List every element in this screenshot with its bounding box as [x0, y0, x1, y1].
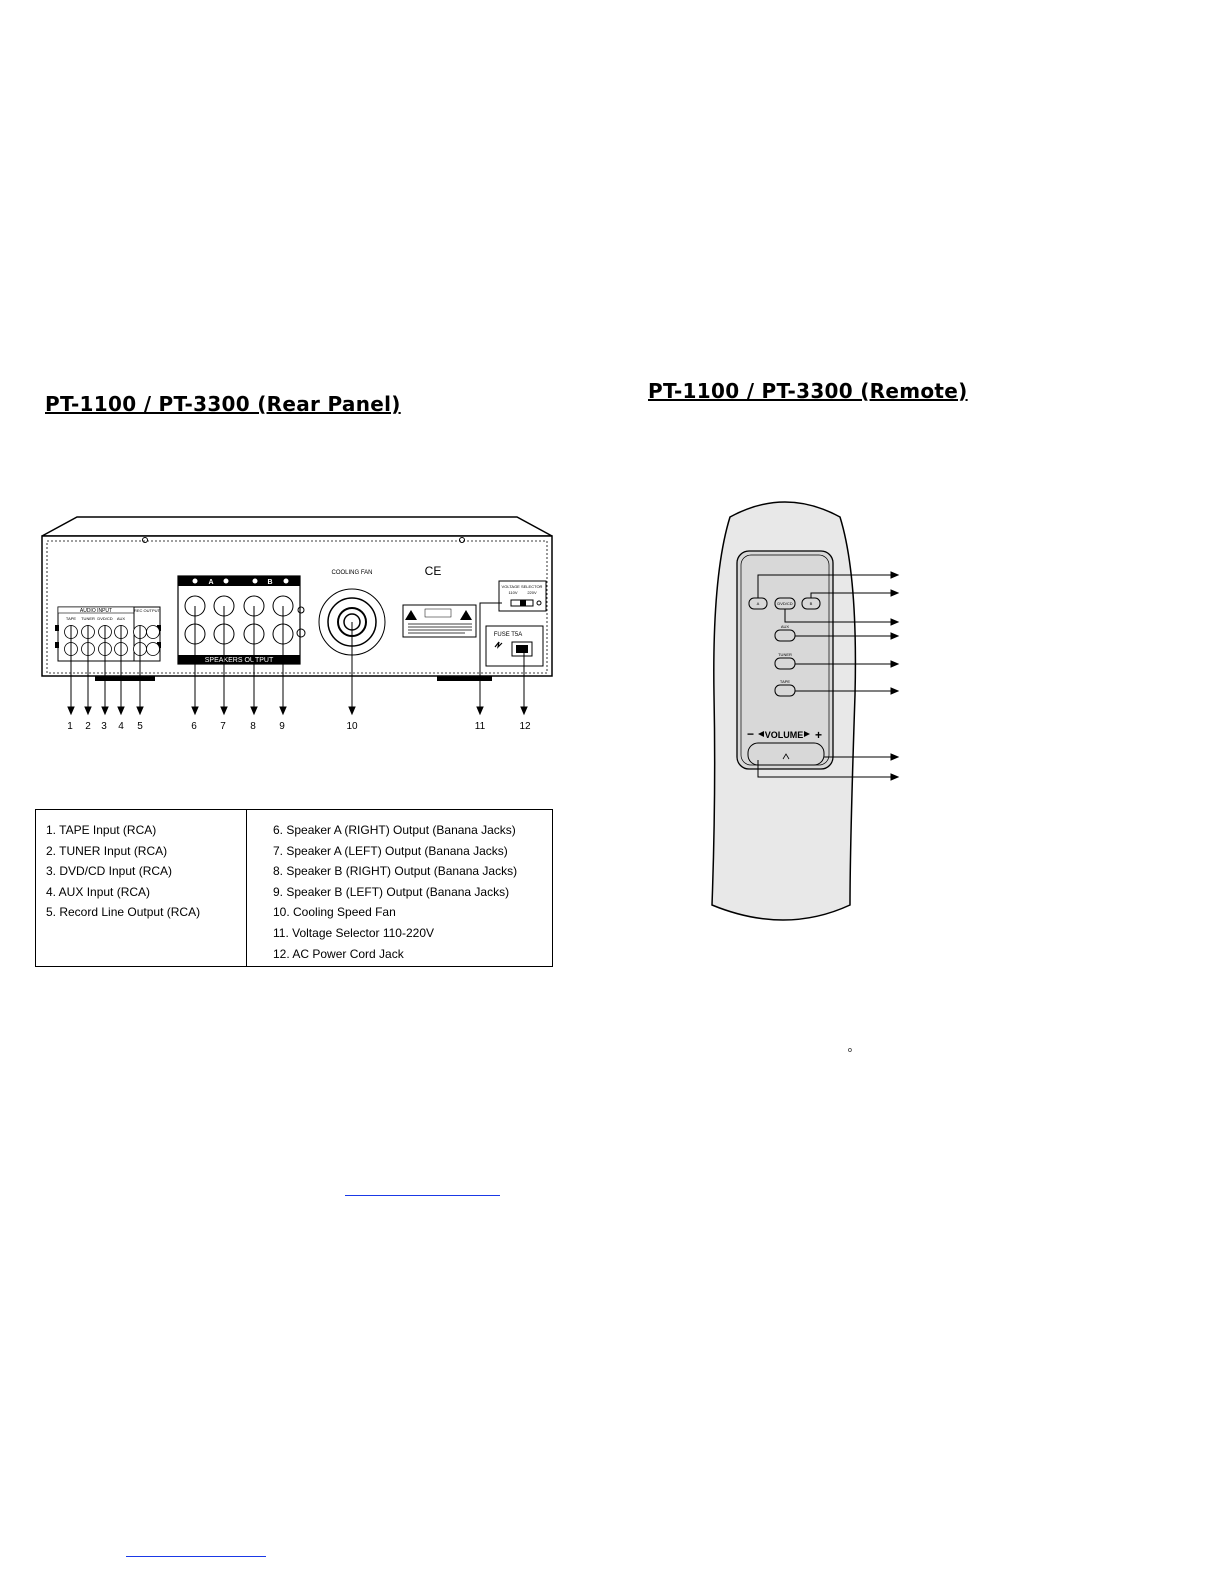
legend-item: 2. TUNER Input (RCA) — [46, 843, 168, 858]
callout-1: 1 — [67, 721, 73, 732]
callout-6: 6 — [191, 721, 197, 732]
legend-item: 4. AUX Input (RCA) — [46, 884, 151, 899]
legend-left-column — [46, 820, 200, 923]
voltage-selector-label: VOLTAGE SELECTOR — [501, 584, 543, 589]
rec-output-label: REC OUTPUT — [134, 608, 160, 613]
cooling-fan-label: COOLING FAN — [331, 570, 373, 576]
legend-divider — [246, 810, 247, 966]
callout-2: 2 — [85, 721, 91, 732]
warning-label — [403, 605, 476, 637]
ce-mark: CE — [424, 564, 442, 578]
legend-item: 11. Voltage Selector 110-220V — [273, 925, 435, 940]
callout-12: 12 — [519, 721, 531, 732]
tape-label: TAPE — [65, 616, 77, 621]
callout-8: 8 — [250, 721, 256, 732]
remote-tuner-label: TUNER — [778, 652, 792, 657]
v110-label: 110V — [508, 590, 518, 595]
speakers-output-block — [178, 576, 300, 664]
aux-label: AUX — [116, 616, 126, 621]
legend-item: 7. Speaker A (LEFT) Output (Banana Jacks) — [273, 843, 508, 858]
remote-dvdcd-label: DVD/CD — [777, 601, 793, 606]
legend-item: 12. AC Power Cord Jack — [273, 946, 404, 961]
callout-5: 5 — [137, 721, 143, 732]
audio-input-label: AUDIO INPUT — [79, 608, 113, 614]
remote-vol-plus: + — [815, 728, 823, 742]
dvdcd-label: DVD/CD — [97, 616, 113, 621]
remote-volume-label: VOLUME — [764, 730, 804, 740]
rear-panel-title: PT-1100 / PT-3300 (Rear Panel) — [45, 392, 401, 416]
tuner-label: TUNER — [81, 616, 95, 621]
right-foot — [437, 676, 492, 681]
link-underline — [126, 1556, 266, 1557]
remote-aux-label: AUX — [780, 624, 790, 629]
legend-item: 9. Speaker B (LEFT) Output (Banana Jacks) — [273, 884, 510, 899]
speaker-b-label: B — [267, 579, 273, 586]
callout-10: 10 — [346, 721, 358, 732]
callout-3: 3 — [101, 721, 107, 732]
link-underline — [345, 1195, 500, 1196]
callout-numbers — [67, 721, 531, 732]
remote-tape-label: TAPE — [779, 679, 791, 684]
legend-item: 1. TAPE Input (RCA) — [46, 823, 157, 837]
legend-item: 6. Speaker A (RIGHT) Output (Banana Jacks) — [273, 823, 516, 837]
chassis-top — [42, 517, 552, 536]
callout-11: 11 — [474, 721, 486, 732]
legend-table — [35, 809, 553, 967]
remote-b-label: B — [809, 601, 813, 606]
callout-9: 9 — [279, 721, 285, 732]
rear-panel-diagram — [0, 500, 600, 740]
speakers-output-label: SPEAKERS OUTPUT — [204, 657, 274, 664]
speaker-a-label: A — [208, 579, 214, 586]
remote-tuner-button[interactable] — [775, 658, 795, 669]
callout-7: 7 — [220, 721, 226, 732]
legend-item: 3. DVD/CD Input (RCA) — [46, 864, 173, 879]
left-foot — [95, 676, 155, 681]
remote-aux-button[interactable] — [775, 630, 795, 641]
remote-tape-button[interactable] — [775, 685, 795, 696]
legend-item: 5. Record Line Output (RCA) — [46, 905, 201, 920]
callout-4: 4 — [118, 721, 124, 732]
remote-diagram — [700, 495, 920, 935]
legend-item: 8. Speaker B (RIGHT) Output (Banana Jacks) — [273, 864, 518, 879]
remote-vol-minus: − — [747, 727, 755, 741]
legend-right-column — [273, 820, 517, 964]
remote-a-label: A — [756, 601, 760, 606]
remote-title: PT-1100 / PT-3300 (Remote) — [648, 379, 968, 403]
legend-item: 10. Cooling Speed Fan — [273, 905, 396, 920]
degree-mark: o — [848, 1047, 852, 1054]
v220-label: 220V — [527, 590, 537, 595]
fuse-label: FUSE T5A — [493, 632, 523, 638]
